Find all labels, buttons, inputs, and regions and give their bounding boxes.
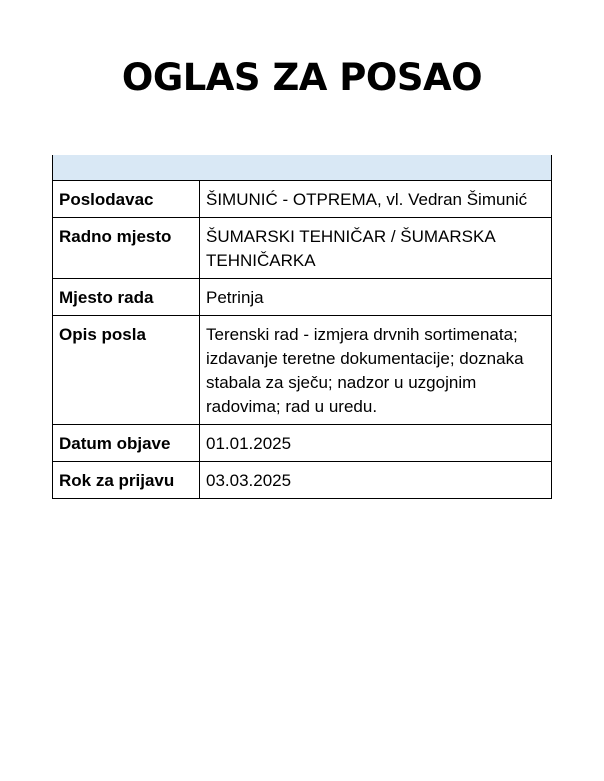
page-title: OGLAS ZA POSAO <box>121 56 483 99</box>
row-value: Terenski rad - izmjera drvnih sortimenata; izdavanje teretne dokumentacije; doznaka stabala za sječu; nadzor u uzgojnim radovima; rad u uredu. <box>200 316 552 425</box>
job-ad-table <box>52 155 552 499</box>
table-row-deadline <box>53 462 552 499</box>
row-label: Datum objave <box>53 425 200 462</box>
table-row-description <box>53 316 552 425</box>
row-label: Rok za prijavu <box>53 462 200 499</box>
row-label: Poslodavac <box>53 181 200 218</box>
table-header-row <box>53 155 552 181</box>
row-value: ŠUMARSKI TEHNIČAR / ŠUMARSKA TEHNIČARKA <box>200 218 552 279</box>
row-value: ŠIMUNIĆ - OTPREMA, vl. Vedran Šimunić <box>200 181 552 218</box>
table-header-cell <box>53 155 552 181</box>
row-label: Mjesto rada <box>53 279 200 316</box>
table-row-publish-date <box>53 425 552 462</box>
row-value: 01.01.2025 <box>200 425 552 462</box>
table-row-position <box>53 218 552 279</box>
row-label: Opis posla <box>53 316 200 425</box>
row-value: 03.03.2025 <box>200 462 552 499</box>
table-row-location <box>53 279 552 316</box>
table-row-employer <box>53 181 552 218</box>
row-value: Petrinja <box>200 279 552 316</box>
row-label: Radno mjesto <box>53 218 200 279</box>
